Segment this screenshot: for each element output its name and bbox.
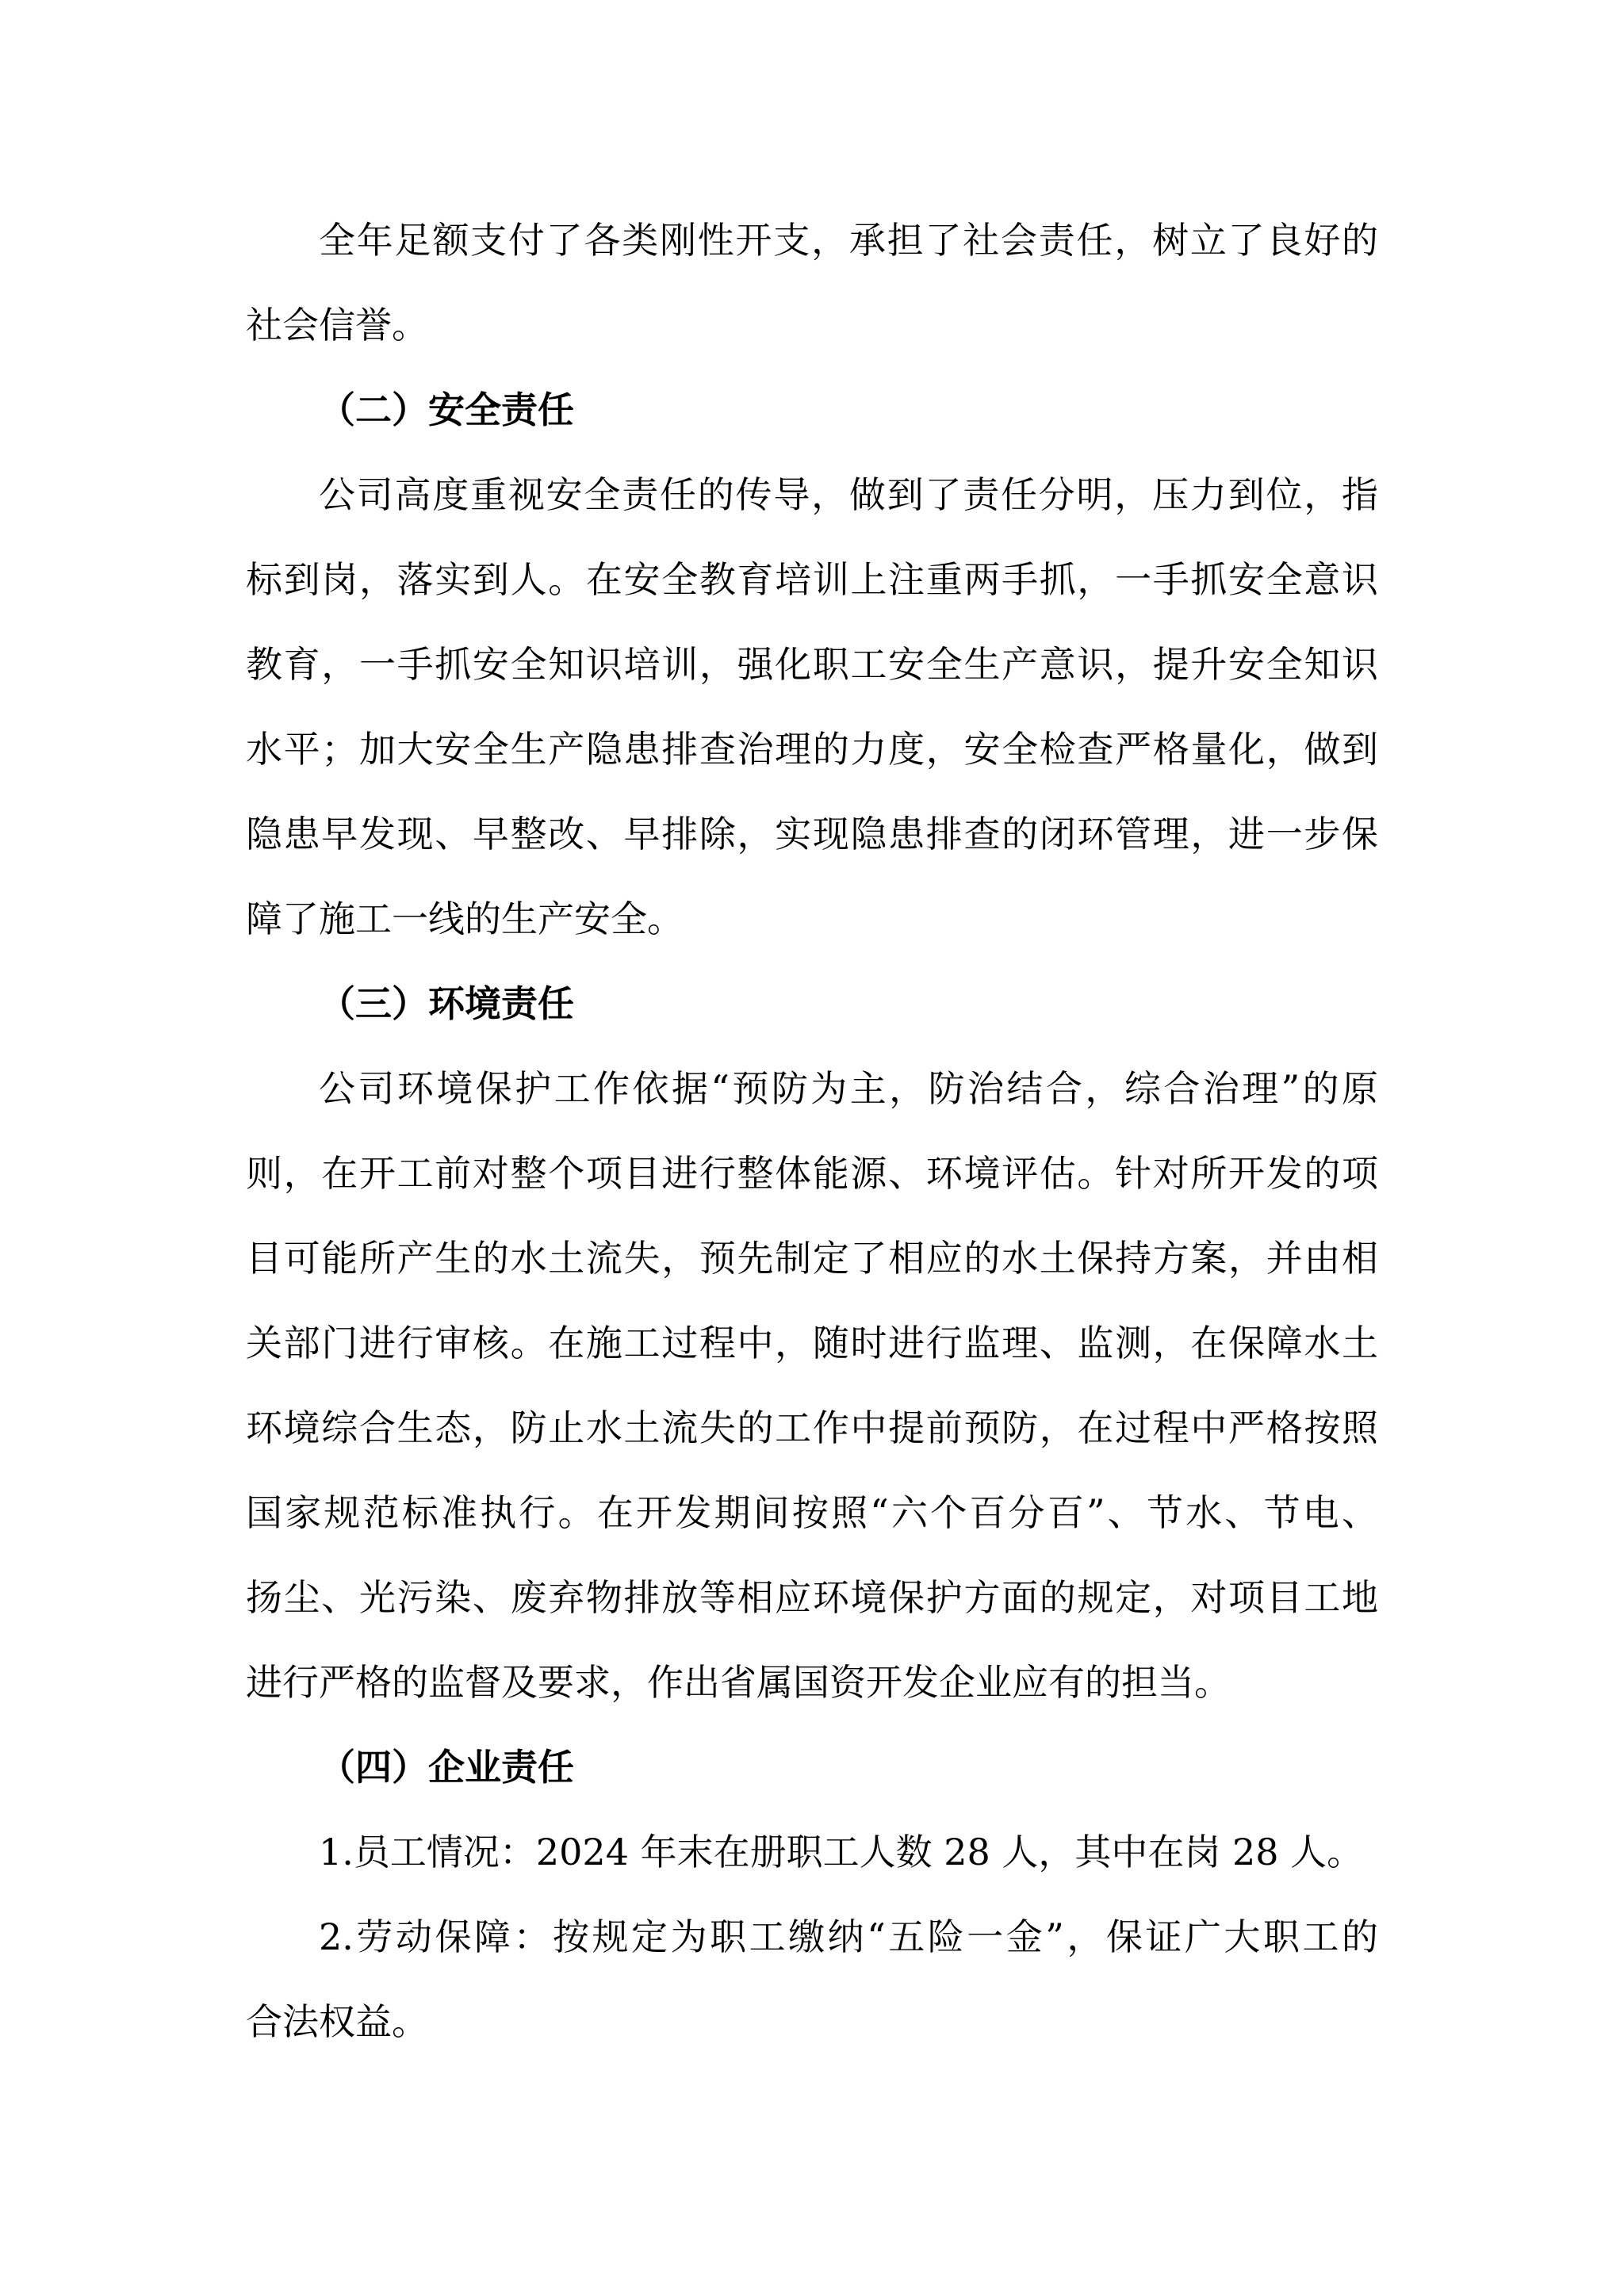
body-line: 隐患早发现、早整改、早排除，实现隐患排查的闭环管理，进一步保 bbox=[246, 813, 1378, 855]
body-line: 进行严格的监督及要求，作出省属国资开发企业应有的担当。 bbox=[246, 1661, 1231, 1704]
body-line: 标到岗，落实到人。在安全教育培训上注重两手抓，一手抓安全意识 bbox=[246, 558, 1378, 601]
body-line: 关部门进行审核。在施工过程中，随时进行监理、监测，在保障水土 bbox=[246, 1322, 1378, 1364]
heading-safety-responsibility: （二）安全责任 bbox=[319, 388, 574, 431]
body-line: 2.劳动保障：按规定为职工缴纳“五险一金”，保证广大职工的 bbox=[319, 1915, 1378, 1958]
body-line: 扬尘、光污染、废弃物排放等相应环境保护方面的规定，对项目工地 bbox=[246, 1576, 1378, 1619]
body-line: 教育，一手抓安全知识培训，强化职工安全生产意识，提升安全知识 bbox=[246, 643, 1378, 686]
body-line: 环境综合生态，防止水土流失的工作中提前预防，在过程中严格按照 bbox=[246, 1406, 1378, 1449]
heading-enterprise-responsibility: （四）企业责任 bbox=[319, 1746, 574, 1789]
body-line: 合法权益。 bbox=[246, 2000, 428, 2043]
body-line: 全年足额支付了各类刚性开支，承担了社会责任，树立了良好的 bbox=[319, 219, 1378, 262]
body-line: 障了施工一线的生产安全。 bbox=[246, 897, 684, 940]
body-line: 公司高度重视安全责任的传导，做到了责任分明，压力到位，指 bbox=[319, 473, 1378, 516]
body-line: 1.员工情况：2024 年末在册职工人数 28 人，其中在岗 28 人。 bbox=[319, 1831, 1364, 1873]
heading-environment-responsibility: （三）环境责任 bbox=[319, 982, 574, 1025]
body-line: 目可能所产生的水土流失，预先制定了相应的水土保持方案，并由相 bbox=[246, 1237, 1378, 1280]
body-line: 水平；加大安全生产隐患排查治理的力度，安全检查严格量化，做到 bbox=[246, 728, 1378, 771]
document-body bbox=[246, 198, 1378, 2064]
body-line: 国家规范标准执行。在开发期间按照“六个百分百”、节水、节电、 bbox=[246, 1491, 1378, 1534]
body-line: 公司环境保护工作依据“预防为主，防治结合，综合治理”的原 bbox=[319, 1067, 1378, 1110]
body-line: 则，在开工前对整个项目进行整体能源、环境评估。针对所开发的项 bbox=[246, 1152, 1378, 1195]
body-line: 社会信誉。 bbox=[246, 304, 428, 346]
